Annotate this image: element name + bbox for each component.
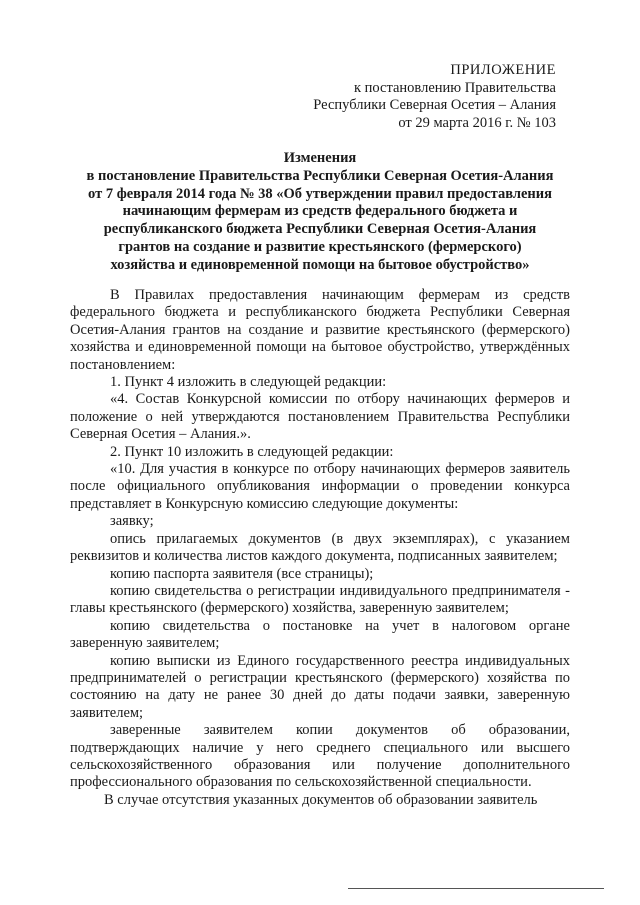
title-line-6: грантов на создание и развитие крестьянского (фермерского) xyxy=(118,238,522,255)
doc-list-item: заявку; xyxy=(110,513,154,530)
item-2-heading: 2. Пункт 10 изложить в следующей редакции: xyxy=(110,443,394,460)
item-1-text: «4. Состав Конкурсной комиссии по отбору начинающих фермеров и положение о ней утверждаются постановлением Правительства Республики Северная Осетия – Алания.». xyxy=(70,391,570,443)
appendix-title: ПРИЛОЖЕНИЕ xyxy=(450,62,556,78)
appendix-reference-line-2: Республики Северная Осетия – Алания xyxy=(313,97,556,114)
intro-paragraph: В Правилах предоставления начинающим фермерам из средств федерального бюджета и республиканского бюджета Республики Северная Осетия-Алания грантов на создание и развитие крестьянского (фермерского) хозяйства и единовременной помощи на бытовое обустройство, утверждённых постановлением: xyxy=(70,287,570,373)
item-1-heading: 1. Пункт 4 изложить в следующей редакции: xyxy=(110,374,387,391)
document-body xyxy=(70,287,570,809)
appendix-reference-line-1: к постановлению Правительства xyxy=(354,79,556,96)
title-line-5: республиканского бюджета Республики Северная Осетия-Алания xyxy=(103,221,537,238)
page-bottom-rule xyxy=(348,888,604,889)
doc-list-item: копию свидетельства о регистрации индивидуального предпринимателя - главы крестьянского (фермерского) хозяйства, заверенную заявителем; xyxy=(70,582,570,617)
doc-list-item: заверенные заявителем копии документов об образовании, подтверждающих наличие у него среднего специального или высшего сельскохозяйственного образования или получение дополнительного профессионального образования по сельскохозяйственной специальности. xyxy=(70,722,570,791)
doc-list-item: копию свидетельства о постановке на учет в налоговом органе заверенную заявителем; xyxy=(70,617,570,652)
item-2-text: «10. Для участия в конкурсе по отбору начинающих фермеров заявитель после официального опубликования информации о проведении конкурса представляет в Конкурсную комиссию следующие документы: xyxy=(70,461,570,512)
appendix-header xyxy=(313,62,556,132)
doc-list-item: копию паспорта заявителя (все страницы); xyxy=(110,565,374,582)
title-line-1: Изменения xyxy=(283,150,357,166)
title-line-4: начинающим фермерам из средств федерального бюджета и xyxy=(122,203,518,220)
document-title xyxy=(70,150,570,275)
title-line-3: от 7 февраля 2014 года № 38 «Об утверждении правил предоставления xyxy=(88,185,552,202)
title-line-7: хозяйства и единовременной помощи на бытовое обустройство» xyxy=(110,256,530,273)
last-paragraph-start: В случае отсутствия указанных документов об образовании заявитель xyxy=(104,791,538,808)
doc-list-item: опись прилагаемых документов (в двух экземплярах), с указанием реквизитов и количества листов каждого документа, подписанных заявителем; xyxy=(70,530,570,565)
appendix-reference-date: от 29 марта 2016 г. № 103 xyxy=(398,114,556,131)
title-line-2: в постановление Правительства Республики Северная Осетия-Алания xyxy=(86,167,554,184)
doc-list-item: копию выписки из Единого государственного реестра индивидуальных предпринимателей о регистрации крестьянского (фермерского) хозяйства по состоянию на дату не ранее 30 дней до даты подачи заявки, заверенную заявителем; xyxy=(70,652,570,721)
